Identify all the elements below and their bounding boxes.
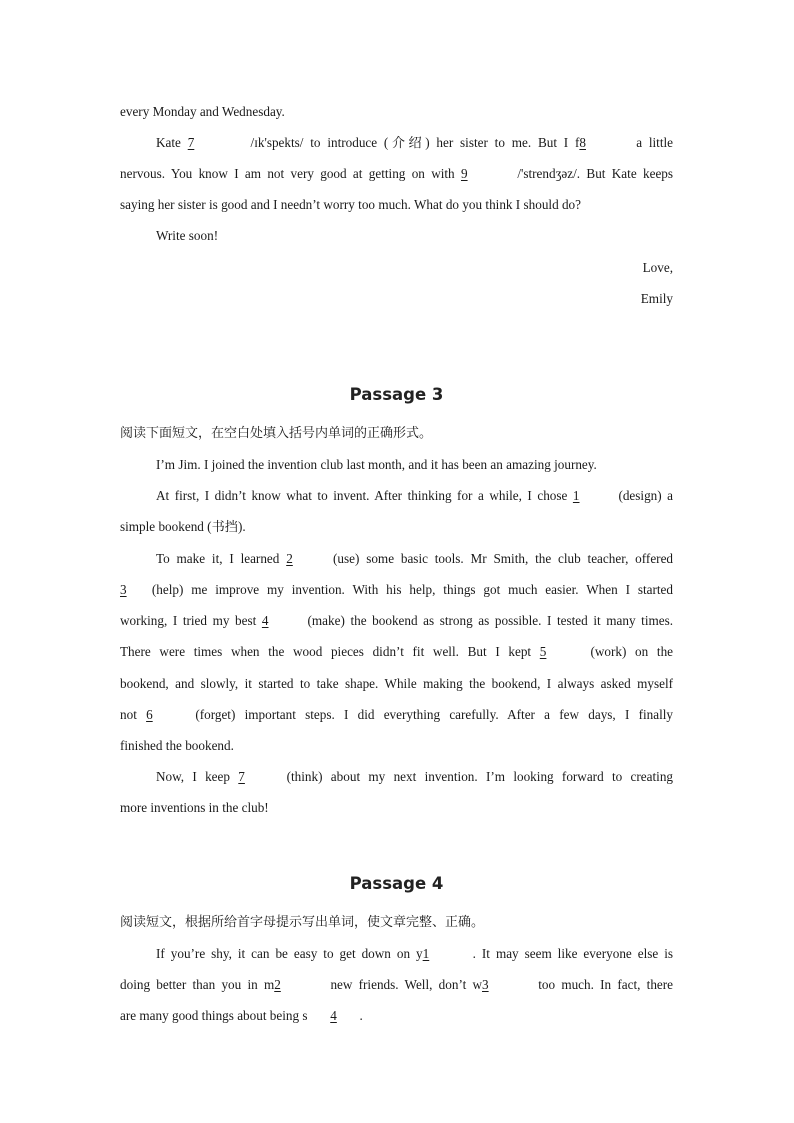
paragraph-line: working, I tried my best 4 (make) the bookend as strong as possible. I tested it many times. bbox=[120, 613, 674, 628]
blank-6: 6 bbox=[146, 707, 153, 722]
paragraph-line: doing better than you in m2 new friends. Well, don’t w3 too much. In fact, there bbox=[120, 977, 674, 992]
blank-9: 9 bbox=[460, 166, 468, 181]
paragraph-line: I’m Jim. I joined the invention club last month, and it has been an amazing journey. bbox=[156, 457, 597, 472]
blank-4: 4 bbox=[330, 1008, 337, 1023]
passage-3-title: Passage 3 bbox=[349, 385, 444, 404]
paragraph-line: 3 (help) me improve my invention. With his help, things got much easier. When I started bbox=[120, 582, 673, 597]
passage-4-title: Passage 4 bbox=[349, 874, 444, 893]
blank-2: 2 bbox=[274, 977, 281, 992]
paragraph-line: Kate 7 /ɪk'spekts/ to introduce (介绍) her sister to me. But I f8 a little bbox=[156, 135, 674, 150]
paragraph-line: nervous. You know I am not very good at getting on with 9 /'strendʒəz/. But Kate keeps bbox=[120, 166, 674, 181]
blank-1: 1 bbox=[422, 946, 430, 961]
paragraph-line: saying her sister is good and I needn’t worry too much. What do you think I should do? bbox=[120, 197, 582, 212]
paragraph-line: If you’re shy, it can be easy to get down on y1 . It may seem like everyone else is bbox=[156, 946, 674, 961]
paragraph-line: every Monday and Wednesday. bbox=[120, 104, 285, 119]
blank-7: 7 bbox=[238, 769, 245, 784]
paragraph-line: At first, I didn’t know what to invent. After thinking for a while, I chose 1 (design) a bbox=[156, 488, 674, 503]
letter-closing: Love, bbox=[642, 260, 673, 275]
passage-3-instruction: 阅读下面短文，在空白处填入括号内单词的正确形式。 bbox=[120, 426, 433, 441]
blank-5: 5 bbox=[539, 644, 547, 659]
passage-4-instruction: 阅读短文，根据所给首字母提示写出单词，使文章完整、正确。 bbox=[120, 915, 485, 930]
blank-3: 3 bbox=[482, 977, 489, 992]
blank-4: 4 bbox=[261, 613, 269, 628]
letter-signature: Emily bbox=[640, 291, 673, 306]
paragraph-line: simple bookend (书挡). bbox=[120, 519, 246, 534]
paragraph-line: not 6 (forget) important steps. I did everything carefully. After a few days, I finally bbox=[120, 707, 674, 722]
paragraph-line: Write soon! bbox=[156, 228, 219, 243]
blank-3: 3 bbox=[120, 582, 127, 597]
blank-7: 7 bbox=[187, 135, 195, 150]
blank-8: 8 bbox=[579, 135, 586, 150]
paragraph-line: are many good things about being s 4 . bbox=[120, 1008, 363, 1023]
blank-1: 1 bbox=[572, 488, 580, 503]
paragraph-line: Now, I keep 7 (think) about my next invention. I’m looking forward to creating bbox=[156, 769, 674, 784]
paragraph-line: There were times when the wood pieces didn’t fit well. But I kept 5 (work) on the bbox=[120, 644, 674, 659]
blank-2: 2 bbox=[286, 551, 293, 566]
paragraph-line: more inventions in the club! bbox=[120, 800, 269, 815]
paragraph-line: To make it, I learned 2 (use) some basic tools. Mr Smith, the club teacher, offered bbox=[156, 551, 674, 566]
paragraph-line: bookend, and slowly, it started to take shape. While making the bookend, I always asked myself bbox=[120, 676, 673, 691]
paragraph-line: finished the bookend. bbox=[120, 738, 234, 753]
